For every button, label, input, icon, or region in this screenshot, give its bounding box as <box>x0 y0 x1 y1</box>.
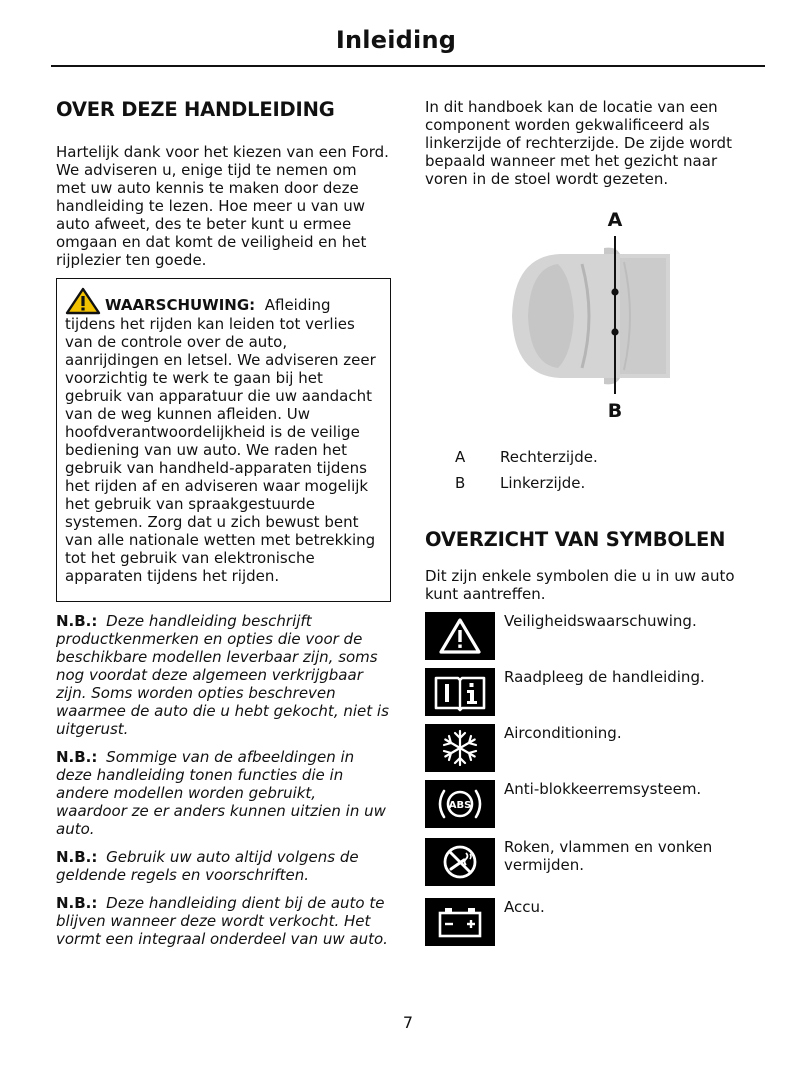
warning-box <box>56 278 391 602</box>
note-prefix: N.B.: <box>56 848 98 866</box>
warning-text: Afleiding tijdens het rijden kan leiden tot verlies van de controle over de auto, aanrijdingen en letsel. We adviseren zeer voorzichtig te werk te gaan bij het gebruik van apparatuur die uw aandacht van de weg kunnen afleiden. Uw hoofdverantwoordelijkheid is de veilige bediening van uw auto. We raden het gebruik van handheld-apparaten tijdens het rijden af en adviseren waar mogelijk het gebruik van spraakgestuurde systemen. Zorg dat u zich bewust bent van alle nationale wetten met betrekking tot het gebruik van elektronische apparaten tijdens het rijden. <box>65 296 376 585</box>
page-number: 7 <box>402 1013 414 1032</box>
no-smoking-icon <box>425 838 495 886</box>
battery-icon <box>425 898 495 946</box>
abs-icon-text: ABS <box>448 800 472 811</box>
note-item <box>56 894 390 948</box>
section-heading-symbolen: OVERZICHT VAN SYMBOLEN <box>425 528 726 551</box>
note-prefix: N.B.: <box>56 894 98 912</box>
symbol-row <box>425 838 760 890</box>
snowflake-icon <box>425 724 495 772</box>
note-item <box>56 848 390 884</box>
symbol-label: Raadpleeg de handleiding. <box>504 668 705 686</box>
header-divider <box>51 65 765 67</box>
legend-key: B <box>455 474 466 492</box>
abs-icon <box>425 780 495 828</box>
symbol-row <box>425 724 760 776</box>
figure-label-a: A <box>607 209 623 231</box>
symbol-row <box>425 668 760 720</box>
legend-row <box>455 448 598 474</box>
right-column <box>425 98 760 188</box>
notes-list <box>56 612 390 958</box>
symbol-row <box>425 898 760 950</box>
note-item <box>56 612 390 738</box>
symbol-label: Roken, vlammen en vonken vermijden. <box>504 838 713 874</box>
car-orientation-figure <box>500 204 725 429</box>
note-text: Deze handleiding beschrijft productkenmerken en opties die voor de beschikbare modellen leverbaar zijn, soms nog voordat deze algemeen verkrijgbaar zijn. Soms worden opties beschreven waarmee de auto die u hebt gekocht, niet is uitgerust. <box>56 612 389 738</box>
warning-triangle-icon <box>425 612 495 660</box>
symbol-label: Anti-blokkeerremsysteem. <box>504 780 702 798</box>
figure-label-b: B <box>607 400 623 422</box>
legend-value: Rechterzijde. <box>500 448 598 466</box>
note-item <box>56 748 390 838</box>
handbook-icon <box>425 668 495 716</box>
symbol-label: Veiligheidswaarschuwing. <box>504 612 697 630</box>
intro-paragraph: Hartelijk dank voor het kiezen van een Ford. We adviseren u, enige tijd te nemen om met uw auto kennis te maken door deze handleiding te lezen. Hoe meer u van uw auto afweet, des te beter kunt u ermee omgaan en dat komt de veiligheid en het rijplezier ten goede. <box>56 143 389 269</box>
orientation-paragraph: In dit handboek kan de locatie van een component worden gekwalificeerd als linkerzijde of rechterzijde. De zijde wordt bepaald wanneer met het gezicht naar voren in de stoel wordt gezeten. <box>425 98 732 188</box>
legend-value: Linkerzijde. <box>500 474 586 492</box>
symbol-row <box>425 612 760 664</box>
note-text: Deze handleiding dient bij de auto te blijven wanneer deze wordt verkocht. Het vormt een integraal onderdeel van uw auto. <box>56 894 388 948</box>
legend-row <box>455 474 598 500</box>
note-prefix: N.B.: <box>56 612 98 630</box>
warning-triangle-icon <box>65 287 101 315</box>
section-heading-handleiding: OVER DEZE HANDLEIDING <box>56 98 335 121</box>
figure-legend <box>455 448 598 500</box>
warning-label: WAARSCHUWING: <box>105 296 256 314</box>
note-prefix: N.B.: <box>56 748 98 766</box>
symbol-label: Airconditioning. <box>504 724 622 742</box>
legend-key: A <box>455 448 466 466</box>
page-title: Inleiding <box>335 26 457 54</box>
symbols-intro: Dit zijn enkele symbolen die u in uw auto kunt aantreffen. <box>425 567 735 603</box>
left-column <box>56 98 390 269</box>
symbol-label: Accu. <box>504 898 545 916</box>
symbol-row <box>425 780 760 832</box>
note-text: Sommige van de afbeeldingen in deze handleiding tonen functies die in andere modellen worden gebruikt, waardoor ze er anders kunnen uitzien in uw auto. <box>56 748 386 838</box>
note-text: Gebruik uw auto altijd volgens de geldende regels en voorschriften. <box>56 848 359 884</box>
